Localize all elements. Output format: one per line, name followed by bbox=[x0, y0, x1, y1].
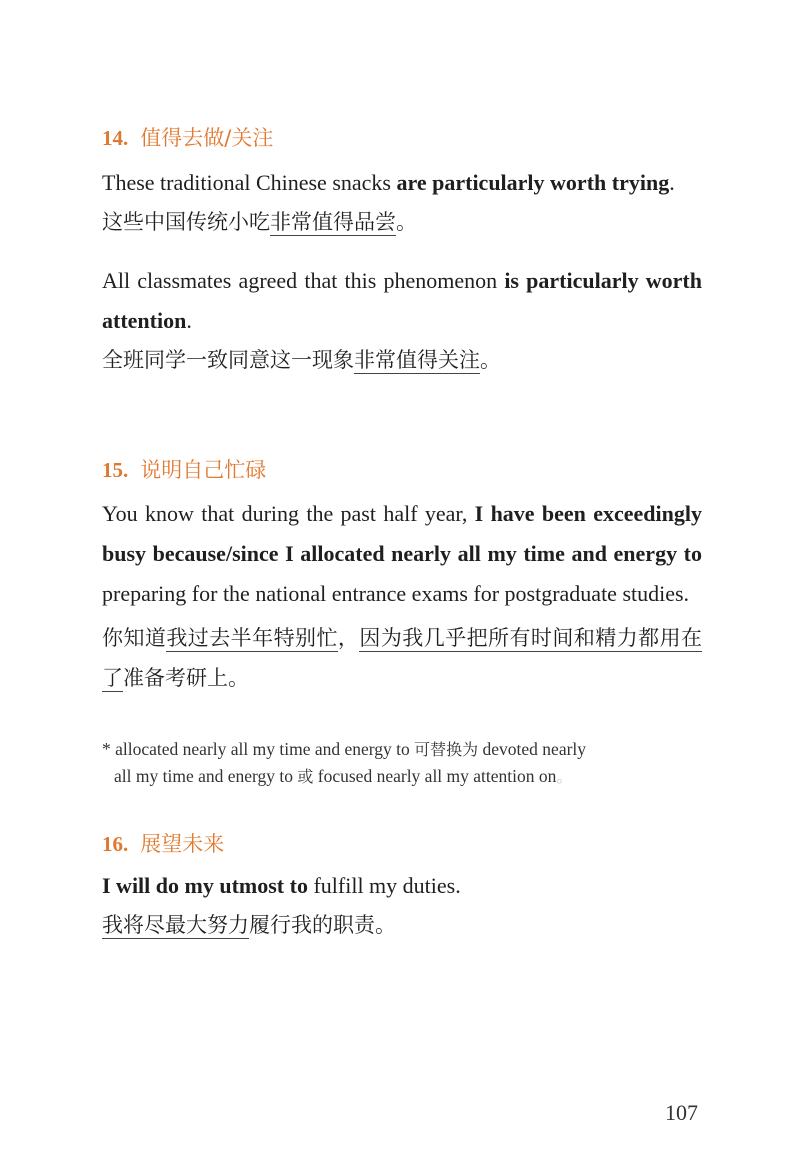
section-number: 16. bbox=[102, 832, 129, 856]
page-number: 107 bbox=[665, 1100, 698, 1125]
footnote bbox=[102, 736, 692, 790]
example-chinese: 全班同学一致同意这一现象非常值得关注。 bbox=[102, 348, 501, 372]
underlined-phrase: 非常值得关注 bbox=[354, 348, 480, 372]
underlined-phrase: 因为我几乎把所有时间和精力都用在了 bbox=[102, 626, 703, 690]
section-number: 14. bbox=[102, 126, 129, 150]
underlined-phrase: 特别忙 bbox=[273, 626, 338, 650]
underlined-phrase: 我过去半年 bbox=[166, 626, 274, 650]
example-english: All classmates agreed that this phenomenon is particularly worth attention. bbox=[102, 268, 702, 333]
example-chinese: 这些中国传统小吃非常值得品尝。 bbox=[102, 210, 417, 234]
section-16 bbox=[102, 830, 702, 940]
example-chinese: 我将尽最大努力履行我的职责。 bbox=[102, 913, 396, 937]
example-english: I will do my utmost to fulfill my duties. bbox=[102, 873, 461, 898]
section-number: 15. bbox=[102, 458, 129, 482]
example-english: These traditional Chinese snacks are particularly worth trying. bbox=[102, 170, 675, 195]
example-chinese: 你知道我过去半年特别忙，因为我几乎把所有时间和精力都用在了准备考研上。 bbox=[102, 626, 703, 690]
underlined-phrase: 非常值得品尝 bbox=[270, 210, 396, 234]
section-title: 展望未来 bbox=[140, 832, 225, 856]
section-title: 说明自己忙碌 bbox=[140, 458, 267, 482]
section-15 bbox=[102, 456, 702, 698]
section-14 bbox=[102, 124, 702, 375]
footnote-line: all my time and energy to 或 focused nearly all my attention on。 bbox=[114, 766, 573, 786]
underlined-phrase: 我将尽最大努力 bbox=[102, 913, 249, 937]
section-title: 值得去做/关注 bbox=[140, 126, 274, 150]
section-heading bbox=[102, 830, 702, 858]
section-heading bbox=[102, 456, 702, 484]
example-english: You know that during the past half year, I have been exceedingly busy because/since I allocated nearly all my time and energy to preparing for the national entrance exams for postgraduate studies. bbox=[102, 501, 702, 606]
section-heading bbox=[102, 124, 702, 152]
footnote-line: * allocated nearly all my time and energy to 可替换为 devoted nearly bbox=[102, 739, 587, 759]
